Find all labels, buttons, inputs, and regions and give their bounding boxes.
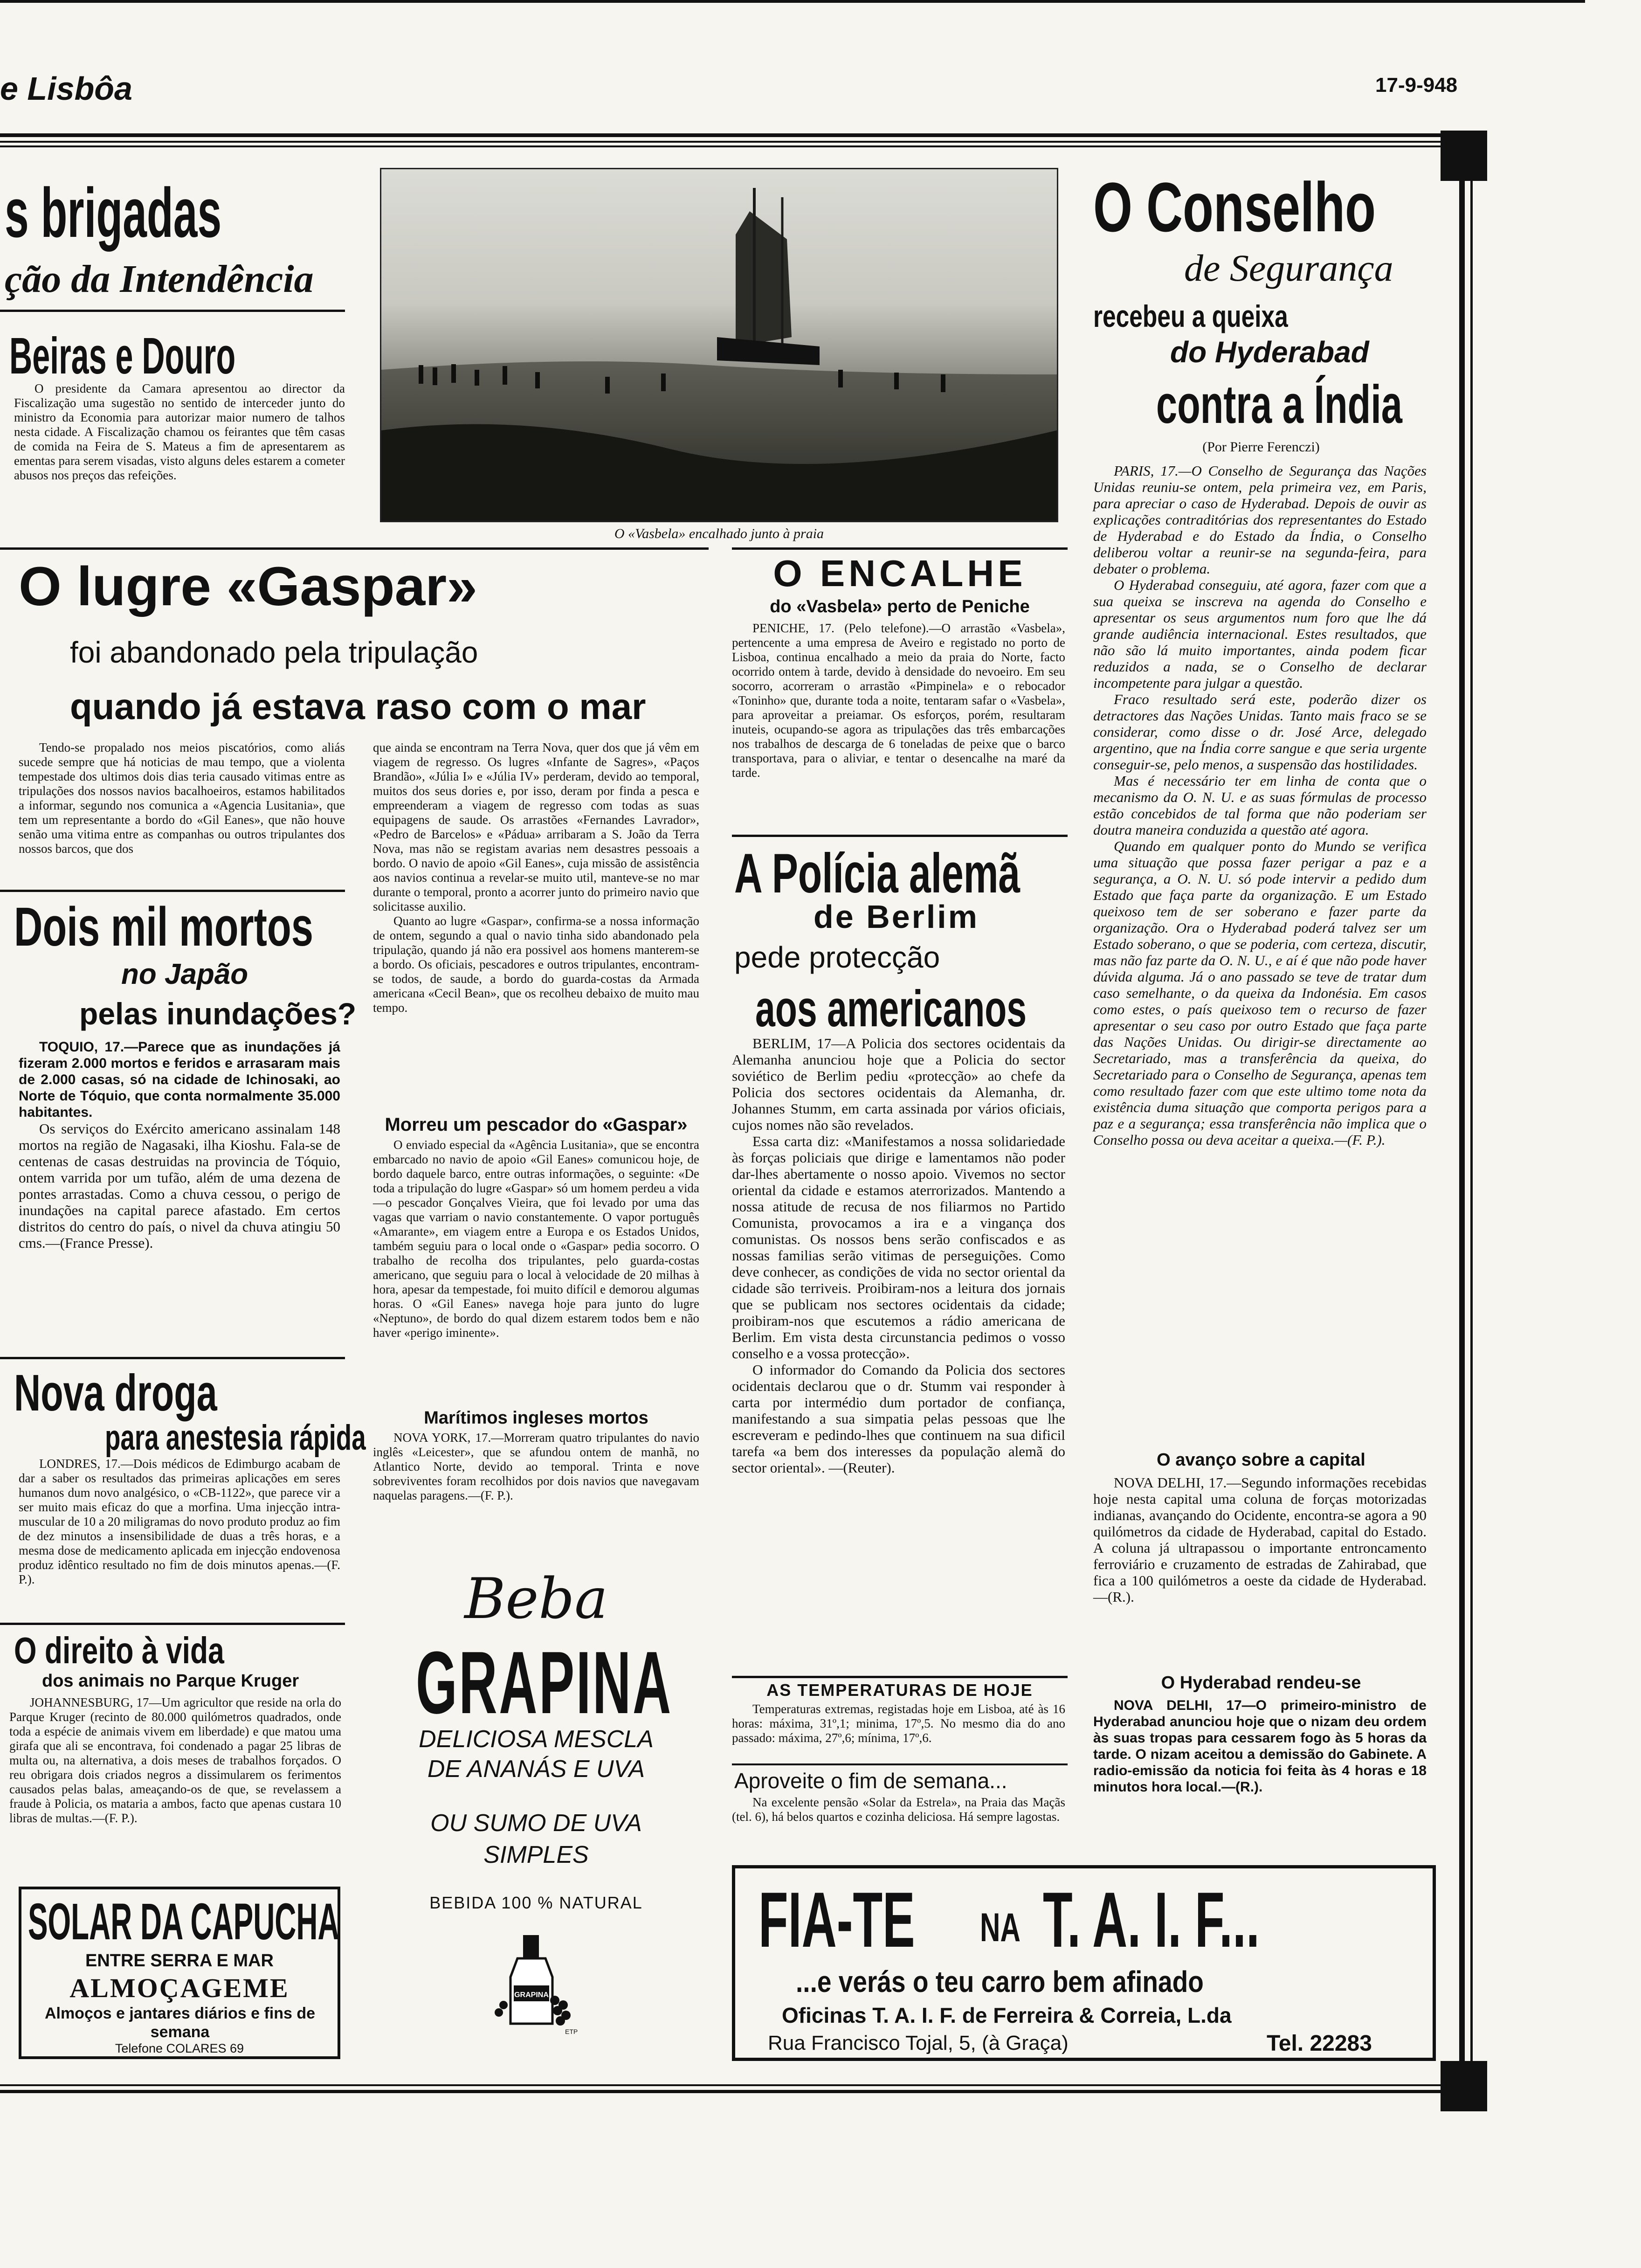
brigadas-rule — [0, 310, 345, 312]
rendeu-text: NOVA DELHI, 17—O primeiro-ministro de Hyderabad anunciou hoje que o nizam deu ordem às suas tropas para cessarem fogo às 5 horas da tarde. O nizam aceitou a demissão do Gabinete. A radio-emissão da noticia foi feita às 4 horas e 18 minutos hora local.—(R.). — [1093, 1698, 1427, 1795]
avanco-body — [1093, 1474, 1427, 1605]
ad-solar-capucha — [19, 1887, 340, 2059]
aproveite-title: Aproveite o fim de semana... — [734, 1769, 1007, 1793]
aproveite-rule — [732, 1763, 1068, 1765]
policia-title-1: A Polícia alemã — [734, 842, 1020, 905]
ad-grapina — [373, 1567, 699, 2080]
droga-body — [19, 1457, 340, 1587]
ad-taif — [732, 1865, 1436, 2061]
capucha-line-1: ENTRE SERRA E MAR — [85, 1951, 274, 1971]
taif-line-1c: T. A. I. F... — [1043, 1876, 1260, 1964]
vasbela-ship-image — [381, 169, 1057, 521]
maritimos-text: NOVA YORK, 17.—Morreram quatro tripulantes do navio inglês «Leicester», que se afundou ontem de manhã, no Atlantico Norte, devido ao temporal. Trinta e nove sobreviventes foram recolhidos por dois navios que navegavam naquelas paragens.—(F. P.). — [373, 1431, 699, 1502]
maritimos-title: Marítimos ingleses mortos — [424, 1408, 648, 1428]
policia-text-1: BERLIM, 17—A Policia dos sectores ocidentais da Alemanha anunciou hoje que a Policia do sector soviético de Berlim pediu «protecção» ao chefe da Policia dos sectores ocidentais da Alemanha, dr. Johannes Stumm, em carta assinada por vários oficiais, cujos nomes não são revelados. — [732, 1035, 1065, 1133]
grapina-mark: ETP — [565, 2028, 578, 2035]
policia-title-4: aos americanos — [755, 980, 1027, 1037]
gaspar-text-3: Quanto ao lugre «Gaspar», confirma-se a nossa informação de ontem, segundo a qual o navio tinha sido abandonado pela tripulação, quando já não era possivel aos homens manterem-se a bordo. Os oficiais, pescadores e outros tripulantes, encontram-se todos, de saude, a bordo do guarda-costas da Armada americana «Cecil Bean», que os recolheu debaixo de muito mau tempo. — [373, 914, 699, 1015]
conselho-title-5: contra a Índia — [1156, 374, 1402, 435]
brigadas-title: s brigadas — [5, 173, 222, 252]
capucha-line-2: ALMOÇAGEME — [69, 1973, 290, 2003]
gaspar-title: O lugre «Gaspar» — [19, 556, 477, 617]
grapina-line-5: BEBIDA 100 % NATURAL — [429, 1893, 643, 1912]
bottom-rule-2 — [0, 2090, 1441, 2093]
droga-title-1: Nova droga — [14, 1364, 217, 1422]
right-black-block-bottom — [1441, 2061, 1487, 2111]
brigadas-text: O presidente da Camara apresentou ao director da Fiscalização uma sugestão no sentido de interceder junto do ministro da Economia para autorizar maior numero de talhos nesta cidade. A Fiscalização chamou os feirantes que têm casas de comida na Feira de S. Mateus a fim de apresentarem as ementas para serem visadas, visto alguns deles estarem a cometer abusos nos preços das refeições. — [14, 381, 345, 482]
gaspar-text-1: Tendo-se propalado nos meios piscatórios, como aliás sucede sempre que há noticias de mau tempo, que a violenta tempestade dos ultimos dois dias teria causado vitimas entre as tripulações dos nossos navios bacalhoeiros, estamos habilitados a informar, segundo nos comunica a «Agencia Lusitania», que tem um representante a bordo do «Gil Eanes», que não houve senão uma vitima entre as companhas ou outros tripulantes dos nossos barcos, que dos — [19, 740, 345, 856]
aproveite-text: Na excelente pensão «Solar da Estrela», na Praia das Maçãs (tel. 6), há belos quartos e cozinha deliciosa. Há sempre lagostas. — [732, 1795, 1065, 1824]
beiras-douro-heading: Beiras e Douro — [9, 327, 236, 385]
conselho-text-5: Quando em qualquer ponto do Mundo se verifica uma situação que possa fazer perigar a paz e a segurança, a O. N. U. só pode intervir a pedido dum Estado que faça parte da organização. E um Estado queixoso tem de ser soberano e fazer parte da organização. Ora o Hyderabad poderá talvez ser um Estado soberano, o que se poderia, com certeza, discutir, mas não faz parte da O. N. U., e aí é que não pode haver dúvida alguma. Já o ano passado se teve de tratar dum caso semelhante, o da queixa da Indonésia. Em casos como estes, o país queixoso tem o recurso de fazer apresentar o seu caso por outro Estado que faça parte das Nações Unidas. Ou dirigir-se directamente ao Secretariado, mas a transferência da queixa, do Secretariado para o Conselho de Segurança, apenas tem como resultado fazer com que este ultimo tome nota da existência duma situação que comporta perigos para a paz e a segurança; essa transferência não implica que o Conselho possa ou deva aceitar a queixa.—(F. P.). — [1093, 838, 1427, 1148]
droga-rule — [0, 1357, 345, 1359]
grapina-line-4: SIMPLES — [483, 1841, 589, 1868]
kruger-subtitle: dos animais no Parque Kruger — [42, 1671, 299, 1691]
japao-text: Os serviços do Exército americano assinalam 148 mortos na região de Nagasaki, ilha Kioshu. Fala-se de centenas de casas destruidas na provincia de Tóquio, ontem varrida por um tufão, além de uma dezena de pontes arrastadas. Como a chuva cessou, o perigo de inundações na capital parece afastado. Em certos distritos do centro do país, o nivel da chuva atingiu 50 cms.—(France Presse). — [19, 1120, 340, 1251]
conselho-title-3: recebeu a queixa — [1093, 299, 1288, 333]
grapina-line-3: OU SUMO DE UVA — [430, 1810, 642, 1837]
conselho-text-1: PARIS, 17.—O Conselho de Segurança das Nações Unidas reuniu-se ontem, pela primeira vez, em Paris, para apreciar o caso de Hyderabad. Depois de ouvir as explicações contraditórias dos representantes do Estado de Hyderabad e do Estado da Índia, o Conselho deliberou voltar a reunir-se na segunda-feira, para debater o problema. — [1093, 463, 1427, 577]
masthead-rule-2 — [0, 141, 1441, 143]
page-date: 17-9-948 — [1375, 74, 1458, 97]
vasbela-photo — [380, 168, 1058, 522]
japao-rule — [0, 890, 345, 892]
newspaper-name: e Lisbôa — [0, 70, 132, 107]
kruger-rule — [0, 1623, 345, 1625]
gaspar-top-rule — [0, 547, 709, 550]
capucha-name: SOLAR DA CAPUCHA — [28, 1893, 339, 1950]
grapina-beba: Beba — [464, 1567, 608, 1632]
rendeu-body — [1093, 1697, 1427, 1795]
conselho-body — [1093, 463, 1427, 1148]
masthead-rule-1 — [0, 133, 1441, 137]
right-border-thin — [1470, 181, 1473, 2088]
maritimos-body — [373, 1431, 699, 1503]
japao-lead: TOQUIO, 17.—Parece que as inundações já fizeram 2.000 mortos e feridos e arrasaram mais de 2.000 casas, só na cidade de Ichinosaki, ao Norte de Tóquio, que conta normalmente 35.000 habitantes. — [19, 1039, 340, 1120]
right-black-block-top — [1441, 131, 1487, 181]
bottom-rule-1 — [0, 2084, 1441, 2086]
encalhe-text: PENICHE, 17. (Pelo telefone).—O arrastão «Vasbela», pertencente a uma empresa de Aveiro e registado no porto de Lisboa, continua encalhado a meio da praia do Norte, facto ocorrido ontem à tarde, devido à densidade do nevoeiro. Em seu socorro, acorreram o arrastão «Pimpinela» e o rebocador «Toninho» que, durante toda a noite, tentaram safar o «Vasbela», para aproveitar a preiamar. Os esforços, porém, resultaram inuteis, ocupando-se agora as tripulações das três embarcações nos trabalhos de descarga de 6 toneladas de peixe que o barco transportava, para o aliviar, e tentar o desencalhe na maré da tarde. — [732, 621, 1065, 780]
conselho-text-2: O Hyderabad conseguiu, até agora, fazer com que a sua queixa se inscreva na agenda do Conselho e apresentar os seus argumentos num foro que lhe dá grande audiência internacional. Estes resultados, que não são lá muito importantes, ainda podem ficar reduzidos a nada, se o Conselho de declarar incompetente para julgar a questão. — [1093, 577, 1427, 691]
droga-title-2: para anestesia rápida — [105, 1418, 366, 1458]
conselho-text-4: Mas é necessário ter em linha de conta que o mecanismo da O. N. U. e as suas fórmulas de processo estão concebidos de tal forma que não poderiam ser doutra maneira conduzida a questão até agora. — [1093, 773, 1427, 838]
policia-text-2: Essa carta diz: «Manifestamos a nossa solidariedade às forças policiais que dirige e lamentamos não poder dar-lhes abertamente o nosso apoio. Vivemos no sector oriental da cidade e estamos aterrorizados. Mantendo a nossa atitude de recusa de nos filiarmos no Partido Comunista, provocamos a ira e a vingança dos comunistas. Os nossos bens serão confiscados e as nossas familias serão vitimas de perseguições. Como deve conhecer, as condições de vida no sector oriental da cidade são terriveis. Proibiram-nos a leitura dos jornais que se publicam nos sectores ocidentais da cidade; proibiram-nos que escutemos a rádio americana de Berlim. Em vista desta circunstancia pedimos o vosso conselho e a vossa protecção». — [732, 1133, 1065, 1362]
gaspar-col-2 — [373, 740, 699, 1015]
temperaturas-text: Temperaturas extremas, registadas hoje em Lisboa, até às 16 horas: máxima, 31º,1; minima, 17º,5. No mesmo dia do ano passado: máxima, 27º,6; mínima, 17º,6. — [732, 1702, 1065, 1745]
rendeu-title: O Hyderabad rendeu-se — [1161, 1673, 1361, 1693]
droga-text: LONDRES, 17.—Dois médicos de Edimburgo acabam de dar a saber os resultados das primeiras aplicações em seres humanos dum novo analgésico, o «CB-1122», que parece vir a ser muito mais eficaz do que a morfina. Uma injecção intra-muscular de 10 a 20 miligramas do novo produto produz ao fim de dez minutos a insensibilidade de duas a três horas, e a mesma dose de medicamento aplicada em injecção endovenosa produz idêntico resultado no fim de dois minutos apenas.—(F. P.). — [19, 1457, 340, 1586]
brigadas-body — [14, 381, 345, 483]
photo-caption: O «Vasbela» encalhado junto à praia — [614, 526, 824, 541]
temperaturas-body — [732, 1702, 1065, 1745]
avanco-title: O avanço sobre a capital — [1157, 1450, 1365, 1470]
capucha-phone: Telefone COLARES 69 — [115, 2041, 244, 2055]
conselho-title-2: de Segurança — [1184, 247, 1393, 289]
top-edge-rule — [0, 0, 1585, 3]
japao-body — [19, 1039, 340, 1251]
gaspar-col-1 — [19, 740, 345, 856]
masthead-rule-3 — [0, 145, 1441, 147]
policia-title-2: de Berlim — [814, 899, 979, 935]
grapina-line-1: DELICIOSA MESCLA — [419, 1726, 654, 1753]
conselho-title-4: do Hyderabad — [1170, 335, 1369, 369]
taif-line-4: Rua Francisco Tojal, 5, (à Graça) — [768, 2032, 1069, 2054]
grapina-line-2: DE ANANÁS E UVA — [427, 1756, 645, 1783]
gaspar-subtitle-1: foi abandonado pela tripulação — [70, 636, 478, 669]
pescador-text: O enviado especial da «Agência Lusitania», que se encontra embarcado no navio de apoio «Gil Eanes» comunicou hoje, de bordo daquele barco, entre outras informações, o seguinte: «De toda a tripulação do lugre «Gaspar» só um homem perdeu a vida—o pescador Gonçalves Vieira, que foi levado por uma das vagas que varriam o navio constantemente. O vapor português «Amarante», em viagem entre a Europa e os Estados Unidos, também seguiu para o local onde o «Gaspar» pedia socorro. O trabalho de recolha dos tripulantes, pelo guarda-costas americano, que seguiu para o local à velocidade de 20 milhas à hora, apesar da tempestade, foi muito difícil e demorou algumas horas. O «Gil Eanes» navega hoje para junto do lugre «Neptuno», de bordo do qual dizem estarem todos bem e não haver «perigo iminente». — [373, 1138, 699, 1340]
grapina-brand: GRAPINA — [416, 1633, 673, 1732]
policia-text-3: O informador do Comando da Policia dos sectores ocidentais declarou que o dr. Stumm vai responder à carta por intermédio dum portador de confiança, manifestando a sua simpatia pelas pessoas que lhe escreveram e pedindo-lhes que continuem na sua dificil tarefa «a bem dos interesses da população alemã do sector oriental». —(Reuter). — [732, 1362, 1065, 1476]
taif-line-5: Tel. 22283 — [1267, 2031, 1372, 2056]
brigadas-subtitle: ção da Intendência — [5, 257, 314, 301]
policia-title-3: pede protecção — [734, 940, 940, 974]
taif-line-1a: FIA-TE — [758, 1876, 915, 1964]
pescador-title: Morreu um pescador do «Gaspar» — [385, 1114, 688, 1135]
japao-title-3: pelas inundações? — [79, 996, 357, 1031]
kruger-body — [9, 1695, 341, 1825]
kruger-text: JOHANNESBURG, 17—Um agricultor que reside na orla do Parque Kruger (recinto de 80.000 quilómetros quadrados, onde toda a espécie de animais vivem em liberdade) e que matou uma girafa que ali se encontrava, foi condenado a pagar 25 libras de multa ou, na alternativa, a dois meses de trabalhos forçados. O reu obrigara dois criados negros a dissimularem os ferimentos causados pelas balas, ameaçando-os de que, se revelassem a fraude à Policia, os mataria a ambos, facto que apenas custara 10 libras de multas.—(F. P.). — [9, 1695, 341, 1825]
conselho-text-3: Fraco resultado será este, poderão dizer os detractores das Nações Unidas. Tanto mais fraco se se considerar, como disse o dr. José Arce, delegado argentino, que na Índia corre sangue e que seria urgente conseguir-se, pelo menos, a suspensão das hostilidades. — [1093, 691, 1427, 773]
conselho-title-1: O Conselho — [1093, 168, 1376, 246]
gaspar-text-2: que ainda se encontram na Terra Nova, quer dos que já vêm em viagem de regresso. Os lugres «Infante de Sagres», «Paços Brandão», «Júlia I» e «Júlia IV» perderam, devido ao temporal, muitos dos seus dories e, por isso, deram por finda a pesca e empreenderam a viagem de regresso com todas as suas equipagens de saude. Os arrastões «Fernandes Lavrador», «Pedro de Barcelos» e «Pádua» arribaram a S. João da Terra Nova, mas não se registam avarias nem desastres pessoais a bordo. O navio de apoio «Gil Eanes», cuja missão de assistência aos navios continua a revelar-se muito util, manteve-se no mar durante o temporal, pronto a acorrer junto do primeiro navio que solicitasse auxilio. — [373, 740, 699, 913]
conselho-byline: (Por Pierre Ferenczi) — [1202, 439, 1320, 455]
japao-title-1: Dois mil mortos — [14, 896, 314, 958]
policia-top-rule — [732, 835, 1068, 837]
encalhe-title: O ENCALHE — [773, 553, 1027, 594]
taif-line-1b: NA — [980, 1905, 1020, 1950]
aproveite-body — [732, 1795, 1065, 1824]
kruger-title: O direito à vida — [14, 1630, 224, 1671]
temperaturas-rule — [732, 1676, 1068, 1678]
grapina-bottle-icon — [485, 1930, 578, 2038]
encalhe-body — [732, 621, 1065, 780]
encalhe-top-rule — [732, 547, 1068, 550]
encalhe-subtitle: do «Vasbela» perto de Peniche — [770, 597, 1030, 616]
taif-line-3: Oficinas T. A. I. F. de Ferreira & Correia, L.da — [782, 2003, 1232, 2027]
right-border-thick — [1459, 181, 1465, 2088]
capucha-line-3: Almoços e jantares diários e fins de semana — [44, 2005, 316, 2041]
policia-body — [732, 1035, 1065, 1476]
japao-title-2: no Japão — [121, 958, 248, 990]
avanco-text: NOVA DELHI, 17.—Segundo informações recebidas hoje nesta capital uma coluna de forças motorizadas indianas, avançando do Ocidente, encontra-se agora a 90 quilómetros da cidade de Hyderabad, capital do Estado. A coluna já ultrapassou o importante entroncamento ferroviário e cruzamento de estradas de Zahirabad, que fica a 100 quilómetros a oeste da cidade de Hyderabad.—(R.). — [1093, 1474, 1427, 1605]
temperaturas-title: AS TEMPERATURAS DE HOJE — [766, 1680, 1033, 1700]
grapina-bottle-label: GRAPINA — [514, 1991, 549, 1999]
taif-line-2: ...e verás o teu carro bem afinado — [796, 1965, 1204, 1998]
pescador-body — [373, 1138, 699, 1340]
gaspar-subtitle-2: quando já estava raso com o mar — [70, 686, 646, 727]
